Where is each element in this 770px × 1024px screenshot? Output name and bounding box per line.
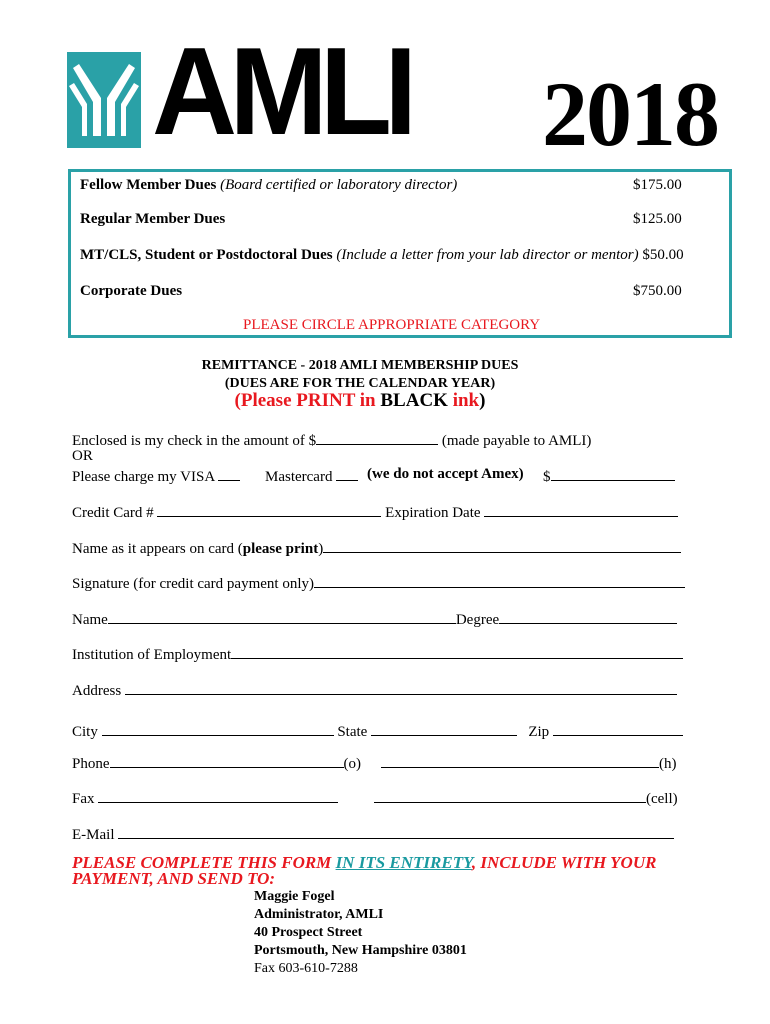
address-city: Portsmouth, New Hampshire 03801 — [254, 943, 467, 958]
name-on-card-close: ) — [318, 541, 324, 557]
or-label: OR — [72, 448, 93, 464]
phone-office-suffix: (o) — [343, 756, 361, 772]
fax-label: Fax — [72, 791, 95, 807]
charge-amount-field[interactable] — [551, 466, 675, 481]
email-line — [72, 824, 674, 844]
charge-visa-label: Please charge my VISA — [72, 469, 215, 485]
institution-line — [72, 644, 683, 664]
signature-field[interactable] — [314, 573, 685, 588]
dues-row-student — [80, 247, 684, 264]
print-instruction-open: (Please PRINT in — [234, 390, 381, 411]
zip-field[interactable] — [553, 721, 683, 736]
dues-name: Regular Member Dues — [80, 211, 226, 227]
charge-amount-line — [543, 466, 675, 486]
phone-home-suffix: (h) — [659, 756, 677, 772]
address-title: Administrator, AMLI — [254, 907, 384, 922]
dues-row-regular — [80, 211, 225, 228]
address-line — [72, 680, 677, 700]
print-instruction-ink: ink — [447, 390, 480, 411]
circle-category-note: PLEASE CIRCLE APPROPRIATE CATEGORY — [243, 317, 541, 333]
remittance-subtitle: (DUES ARE FOR THE CALENDAR YEAR) — [224, 376, 496, 391]
name-on-card-label: Name as it appears on card ( — [72, 541, 243, 557]
expiration-field[interactable] — [484, 502, 678, 517]
dues-note: (Include a letter from your lab director or mentor) — [336, 247, 639, 263]
send-instructions-part1: PLEASE COMPLETE THIS FORM — [72, 853, 336, 872]
city-state-zip-line — [72, 721, 683, 741]
signature-label: Signature (for credit card payment only) — [72, 576, 314, 592]
fax-line — [72, 788, 338, 808]
name-on-card-bold: please print — [242, 541, 319, 557]
check-amount-line — [72, 430, 591, 450]
institution-label: Institution of Employment — [72, 647, 232, 663]
state-label: State — [337, 724, 368, 740]
check-amount-label: Enclosed is my check in the amount of $ — [72, 433, 317, 449]
mastercard-checkbox-field[interactable] — [336, 466, 358, 481]
address-fax: Fax 603-610-7288 — [254, 961, 358, 976]
phone-home-field[interactable] — [381, 753, 659, 768]
degree-field[interactable] — [499, 609, 677, 624]
fax-field[interactable] — [98, 788, 338, 803]
send-instructions-entirety: IN ITS ENTIRETY — [335, 853, 472, 872]
phone-home-line — [381, 753, 677, 773]
check-payable-label: (made payable to AMLI) — [438, 433, 592, 449]
mastercard-label: Mastercard — [265, 469, 333, 485]
degree-label: Degree — [455, 612, 500, 628]
email-field[interactable] — [118, 824, 674, 839]
dues-name: MT/CLS, Student or Postdoctoral Dues — [80, 247, 333, 263]
zip-label: Zip — [528, 724, 550, 740]
mastercard-line — [265, 466, 358, 486]
address-name: Maggie Fogel — [254, 889, 335, 904]
dues-row-fellow — [80, 177, 457, 194]
dues-note: (Board certified or laboratory director) — [220, 177, 458, 193]
name-on-card-line — [72, 538, 681, 558]
send-instructions-part3: , INCLUDE WITH YOUR PAYMENT, AND SEND TO: — [72, 853, 657, 888]
dues-name: Corporate Dues — [80, 283, 183, 299]
credit-card-label: Credit Card # — [72, 505, 154, 521]
print-instruction-close: ) — [479, 390, 486, 411]
email-label: E-Mail — [72, 827, 115, 843]
address-label: Address — [72, 683, 122, 699]
name-field[interactable] — [108, 609, 456, 624]
remittance-title: REMITTANCE - 2018 AMLI MEMBERSHIP DUES — [201, 358, 519, 373]
dues-amount: $125.00 — [633, 211, 682, 227]
charge-line — [72, 466, 240, 486]
state-field[interactable] — [371, 721, 517, 736]
dues-amount: $175.00 — [633, 177, 682, 193]
print-instruction — [0, 390, 745, 412]
dollar-sign: $ — [543, 469, 551, 485]
no-amex-note: (we do not accept Amex) — [367, 466, 524, 482]
visa-checkbox-field[interactable] — [218, 466, 240, 481]
cell-suffix: (cell) — [646, 791, 678, 807]
dues-name: Fellow Member Dues — [80, 177, 217, 193]
amli-logo-icon — [67, 52, 141, 148]
check-amount-field[interactable] — [316, 430, 438, 445]
signature-line — [72, 573, 685, 593]
credit-card-line — [72, 502, 678, 522]
institution-field[interactable] — [231, 644, 683, 659]
city-label: City — [72, 724, 98, 740]
city-field[interactable] — [102, 721, 334, 736]
dues-amount: $50.00 — [642, 247, 684, 263]
form-year: 2018 — [542, 63, 718, 165]
name-on-card-field[interactable] — [323, 538, 681, 553]
expiration-label: Expiration Date — [385, 505, 481, 521]
phone-office-field[interactable] — [110, 753, 344, 768]
send-instructions — [72, 855, 712, 887]
credit-card-field[interactable] — [157, 502, 381, 517]
dues-row-corporate — [80, 283, 182, 300]
phone-line — [72, 753, 361, 773]
address-street: 40 Prospect Street — [254, 925, 363, 940]
cell-line — [374, 788, 678, 808]
name-line — [72, 609, 677, 629]
amli-logo-text: AMLI — [152, 23, 410, 161]
phone-label: Phone — [72, 756, 110, 772]
print-instruction-black: BLACK — [380, 390, 448, 411]
cell-field[interactable] — [374, 788, 646, 803]
dues-amount: $750.00 — [633, 283, 682, 299]
name-label: Name — [72, 612, 108, 628]
address-field[interactable] — [125, 680, 677, 695]
